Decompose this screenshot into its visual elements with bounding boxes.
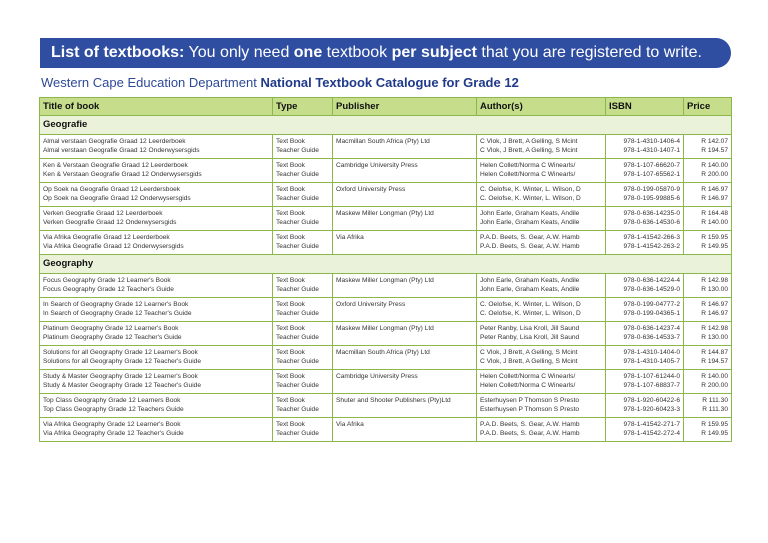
authors-cell <box>477 346 606 370</box>
isbn-cell <box>606 183 684 207</box>
isbn-cell <box>606 231 684 255</box>
authors-cell-line: Helen Collett/Norma C Winearls/ <box>480 171 576 178</box>
title-cell-line: Study & Master Geography Grade 12 Teacher's Guide <box>43 382 202 389</box>
authors-cell-line: P.A.D. Beets, S. Gear, A.W. Hamb <box>480 430 580 437</box>
isbn-cell <box>606 298 684 322</box>
title-cell-line: Verken Geografie Graad 12 Leerderboek <box>43 210 163 217</box>
type-cell-line: Text Book <box>276 186 305 193</box>
price-cell-line: R 142.98 <box>701 325 728 332</box>
type-cell <box>273 159 333 183</box>
publisher-cell <box>333 135 477 159</box>
authors-cell <box>477 207 606 231</box>
type-cell-line: Teacher Guide <box>276 382 319 389</box>
banner-text-3: that you are registered to write. <box>476 44 702 61</box>
type-cell-line: Teacher Guide <box>276 243 319 250</box>
header-authors: Author(s) <box>477 98 606 116</box>
authors-cell-line: Esterhuysen P Thomson S Presto <box>480 406 580 413</box>
title-cell-line: Via Afrika Geography Grade 12 Teacher's Guide <box>43 430 184 437</box>
title-cell <box>40 183 273 207</box>
isbn-cell-line: 978-1-920-60422-6 <box>623 397 680 404</box>
isbn-cell-line: 978-1-4310-1404-0 <box>623 349 680 356</box>
isbn-cell-line: 978-1-107-61244-0 <box>623 373 680 380</box>
title-cell-line: Top Class Geography Grade 12 Teachers Guide <box>43 406 184 413</box>
type-cell <box>273 370 333 394</box>
publisher-cell-line: Maskew Miller Longman (Pty) Ltd <box>336 325 434 332</box>
type-cell-line: Teacher Guide <box>276 195 319 202</box>
title-cell-line: Platinum Geography Grade 12 Teacher's Guide <box>43 334 182 341</box>
authors-cell-line: C Vlok, J Brett, A Gelling, S Mcint <box>480 349 578 356</box>
type-cell-line: Teacher Guide <box>276 406 319 413</box>
isbn-cell-line: 978-0-199-04365-1 <box>623 310 680 317</box>
authors-cell-line: P.A.D. Beets, S. Gear, A.W. Hamb <box>480 421 580 428</box>
authors-cell <box>477 183 606 207</box>
price-cell-line: R 146.97 <box>701 186 728 193</box>
authors-cell-line: John Earle, Graham Keats, Andile <box>480 277 580 284</box>
price-cell <box>684 207 732 231</box>
publisher-cell-line: Macmillan South Africa (Pty) Ltd <box>336 138 430 145</box>
authors-cell <box>477 370 606 394</box>
section-heading: Geografie <box>40 116 732 135</box>
table-row <box>40 394 732 418</box>
table-row <box>40 298 732 322</box>
price-cell-line: R 149.95 <box>701 243 728 250</box>
textbook-table <box>39 97 732 442</box>
section-row <box>40 255 732 274</box>
table-row <box>40 274 732 298</box>
isbn-cell-line: 978-1-920-60423-3 <box>623 406 680 413</box>
type-cell-line: Teacher Guide <box>276 171 319 178</box>
isbn-cell-line: 978-1-107-65562-1 <box>623 171 680 178</box>
publisher-cell <box>333 231 477 255</box>
authors-cell-line: C. Oelofse, K. Winter, L. Wilson, D <box>480 195 581 202</box>
authors-cell <box>477 322 606 346</box>
price-cell-line: R 149.95 <box>701 430 728 437</box>
price-cell <box>684 370 732 394</box>
title-cell-line: Op Soek na Geografie Graad 12 Leerdersboek <box>43 186 181 193</box>
isbn-cell-line: 978-1-4310-1406-4 <box>623 138 680 145</box>
authors-cell-line: Peter Ranby, Lisa Kroll, Jill Saund <box>480 325 580 332</box>
title-cell <box>40 322 273 346</box>
type-cell-line: Teacher Guide <box>276 219 319 226</box>
isbn-cell-line: 978-0-636-14530-6 <box>623 219 680 226</box>
isbn-cell-line: 978-0-636-14237-4 <box>623 325 680 332</box>
table-row <box>40 231 732 255</box>
authors-cell-line: Peter Ranby, Lisa Kroll, Jill Saund <box>480 334 580 341</box>
type-cell-line: Teacher Guide <box>276 286 319 293</box>
type-cell-line: Teacher Guide <box>276 430 319 437</box>
header-type: Type <box>273 98 333 116</box>
authors-cell <box>477 298 606 322</box>
title-cell-line: Ken & Verstaan Geografie Graad 12 Onderwysersgids <box>43 171 202 178</box>
price-cell <box>684 135 732 159</box>
banner-text-2: textbook <box>322 44 392 61</box>
authors-cell-line: Esterhuysen P Thomson S Presto <box>480 397 580 404</box>
type-cell <box>273 231 333 255</box>
isbn-cell-line: 978-1-4310-1405-7 <box>623 358 680 365</box>
price-cell <box>684 418 732 442</box>
title-cell-line: Study & Master Geography Grade 12 Learner's Book <box>43 373 198 380</box>
title-cell-line: Platinum Geography Grade 12 Learner's Book <box>43 325 179 332</box>
price-cell-line: R 111.30 <box>702 397 728 404</box>
price-cell-line: R 140.00 <box>701 219 728 226</box>
authors-cell <box>477 135 606 159</box>
title-cell-line: Focus Geography Grade 12 Learner's Book <box>43 277 171 284</box>
isbn-cell-line: 978-1-107-68837-7 <box>623 382 680 389</box>
table-row <box>40 346 732 370</box>
banner-emphasis-subject: per subject <box>391 44 477 61</box>
type-cell-line: Teacher Guide <box>276 358 319 365</box>
authors-cell <box>477 159 606 183</box>
title-cell <box>40 231 273 255</box>
authors-cell-line: C Vlok, J Brett, A Gelling, S Mcint <box>480 358 578 365</box>
authors-cell-line: John Earle, Graham Keats, Andile <box>480 219 580 226</box>
title-cell <box>40 274 273 298</box>
price-cell-line: R 144.87 <box>701 349 728 356</box>
isbn-cell <box>606 346 684 370</box>
title-cell <box>40 370 273 394</box>
title-cell-line: Verken Geografie Graad 12 Onderwysersgids <box>43 219 177 226</box>
authors-cell-line: C. Oelofse, K. Winter, L. Wilson, D <box>480 310 581 317</box>
isbn-cell-line: 978-1-41542-266-3 <box>623 234 680 241</box>
publisher-cell-line: Maskew Miller Longman (Pty) Ltd <box>336 210 434 217</box>
type-cell-line: Teacher Guide <box>276 334 319 341</box>
title-cell-line: Via Afrika Geography Grade 12 Learner's Book <box>43 421 181 428</box>
authors-cell-line: P.A.D. Beets, S. Gear, A.W. Hamb <box>480 243 580 250</box>
type-cell-line: Text Book <box>276 421 305 428</box>
price-cell-line: R 194.57 <box>701 147 728 154</box>
table-row <box>40 322 732 346</box>
subtitle-department: Western Cape Education Department <box>41 75 261 90</box>
authors-cell <box>477 394 606 418</box>
price-cell-line: R 140.00 <box>701 162 728 169</box>
authors-cell-line: C. Oelofse, K. Winter, L. Wilson, D <box>480 301 581 308</box>
banner-lead: List of textbooks: <box>51 44 185 61</box>
price-cell <box>684 298 732 322</box>
title-cell-line: Almal verstaan Geografie Graad 12 Onderwysersgids <box>43 147 200 154</box>
publisher-cell-line: Oxford University Press <box>336 301 406 308</box>
publisher-cell <box>333 346 477 370</box>
price-cell-line: R 159.95 <box>701 421 728 428</box>
banner-text-1: You only need <box>184 44 294 61</box>
type-cell-line: Text Book <box>276 349 305 356</box>
publisher-cell-line: Cambridge University Press <box>336 373 418 380</box>
header-isbn: ISBN <box>606 98 684 116</box>
table-row <box>40 418 732 442</box>
publisher-cell <box>333 274 477 298</box>
type-cell <box>273 135 333 159</box>
type-cell <box>273 183 333 207</box>
header-price: Price <box>684 98 732 116</box>
publisher-cell <box>333 207 477 231</box>
type-cell <box>273 298 333 322</box>
table-body <box>40 116 732 442</box>
isbn-cell-line: 978-1-41542-272-4 <box>623 430 680 437</box>
price-cell-line: R 164.48 <box>701 210 728 217</box>
type-cell-line: Teacher Guide <box>276 147 319 154</box>
price-cell-line: R 200.00 <box>701 171 728 178</box>
publisher-cell-line: Via Afrika <box>336 234 364 241</box>
publisher-cell-line: Via Afrika <box>336 421 364 428</box>
type-cell <box>273 322 333 346</box>
isbn-cell <box>606 207 684 231</box>
title-cell <box>40 207 273 231</box>
type-cell <box>273 346 333 370</box>
isbn-cell-line: 978-1-107-66620-7 <box>623 162 680 169</box>
publisher-cell <box>333 418 477 442</box>
type-cell <box>273 274 333 298</box>
title-cell-line: In Search of Geography Grade 12 Learner's Book <box>43 301 189 308</box>
title-cell-line: Op Soek na Geografie Graad 12 Onderwysersgids <box>43 195 191 202</box>
title-cell-line: Solutions for all Geography Grade 12 Learner's Book <box>43 349 198 356</box>
price-cell-line: R 159.95 <box>701 234 728 241</box>
authors-cell <box>477 231 606 255</box>
title-cell-line: Via Afrika Geografie Graad 12 Leerderboek <box>43 234 170 241</box>
price-cell-line: R 142.98 <box>701 277 728 284</box>
table-row <box>40 135 732 159</box>
price-cell-line: R 146.97 <box>701 310 728 317</box>
page-banner <box>40 38 731 68</box>
header-publisher: Publisher <box>333 98 477 116</box>
isbn-cell <box>606 159 684 183</box>
title-cell <box>40 394 273 418</box>
table-row <box>40 207 732 231</box>
table-row <box>40 370 732 394</box>
isbn-cell-line: 978-1-41542-263-2 <box>623 243 680 250</box>
title-cell-line: Solutions for all Geography Grade 12 Teacher's Guide <box>43 358 202 365</box>
isbn-cell-line: 978-0-636-14235-0 <box>623 210 680 217</box>
price-cell-line: R 146.97 <box>701 301 728 308</box>
authors-cell-line: P.A.D. Beets, S. Gear, A.W. Hamb <box>480 234 580 241</box>
isbn-cell-line: 978-0-636-14529-0 <box>623 286 680 293</box>
title-cell <box>40 346 273 370</box>
title-cell-line: Via Afrika Geografie Graad 12 Onderwysersgids <box>43 243 184 250</box>
publisher-cell-line: Maskew Miller Longman (Pty) Ltd <box>336 277 434 284</box>
table-row <box>40 159 732 183</box>
title-cell-line: Almal verstaan Geografie Graad 12 Leerderboek <box>43 138 186 145</box>
publisher-cell-line: Oxford University Press <box>336 186 406 193</box>
publisher-cell <box>333 322 477 346</box>
title-cell <box>40 135 273 159</box>
price-cell-line: R 130.00 <box>701 334 728 341</box>
type-cell-line: Text Book <box>276 373 305 380</box>
price-cell <box>684 322 732 346</box>
isbn-cell <box>606 274 684 298</box>
isbn-cell-line: 978-0-636-14224-4 <box>623 277 680 284</box>
publisher-cell-line: Macmillan South Africa (Pty) Ltd <box>336 349 430 356</box>
title-cell-line: In Search of Geography Grade 12 Teacher's Guide <box>43 310 192 317</box>
header-title: Title of book <box>40 98 273 116</box>
type-cell-line: Text Book <box>276 397 305 404</box>
isbn-cell-line: 978-0-195-99885-6 <box>623 195 680 202</box>
type-cell <box>273 207 333 231</box>
price-cell <box>684 159 732 183</box>
section-row <box>40 116 732 135</box>
title-cell-line: Focus Geography Grade 12 Teacher's Guide <box>43 286 174 293</box>
isbn-cell <box>606 322 684 346</box>
type-cell-line: Text Book <box>276 301 305 308</box>
type-cell-line: Text Book <box>276 277 305 284</box>
isbn-cell-line: 978-0-199-04777-2 <box>623 301 680 308</box>
type-cell-line: Text Book <box>276 325 305 332</box>
section-heading: Geography <box>40 255 732 274</box>
price-cell <box>684 183 732 207</box>
authors-cell-line: C Vlok, J Brett, A Gelling, S Mcint <box>480 138 578 145</box>
price-cell-line: R 146.97 <box>701 195 728 202</box>
authors-cell-line: John Earle, Graham Keats, Andile <box>480 210 580 217</box>
isbn-cell <box>606 370 684 394</box>
price-cell-line: R 130.00 <box>701 286 728 293</box>
publisher-cell <box>333 370 477 394</box>
authors-cell-line: John Earle, Graham Keats, Andile <box>480 286 580 293</box>
banner-emphasis-one: one <box>293 44 323 61</box>
authors-cell-line: C. Oelofse, K. Winter, L. Wilson, D <box>480 186 581 193</box>
title-cell-line: Top Class Geography Grade 12 Learners Book <box>43 397 181 404</box>
publisher-cell <box>333 183 477 207</box>
isbn-cell <box>606 135 684 159</box>
subtitle-catalogue: National Textbook Catalogue for Grade 12 <box>260 75 519 90</box>
type-cell-line: Text Book <box>276 162 305 169</box>
authors-cell-line: Helen Collett/Norma C Winearls/ <box>480 162 576 169</box>
publisher-cell-line: Shuter and Shooter Publishers (Pty)Ltd <box>336 397 451 404</box>
type-cell <box>273 418 333 442</box>
publisher-cell <box>333 159 477 183</box>
authors-cell-line: Helen Collett/Norma C Winearls/ <box>480 373 576 380</box>
publisher-cell <box>333 298 477 322</box>
isbn-cell <box>606 418 684 442</box>
price-cell-line: R 142.07 <box>701 138 728 145</box>
authors-cell-line: Helen Collett/Norma C Winearls/ <box>480 382 576 389</box>
type-cell <box>273 394 333 418</box>
publisher-cell <box>333 394 477 418</box>
page-subtitle <box>41 75 519 90</box>
title-cell <box>40 418 273 442</box>
type-cell-line: Text Book <box>276 138 305 145</box>
publisher-cell-line: Cambridge University Press <box>336 162 418 169</box>
type-cell-line: Text Book <box>276 234 305 241</box>
price-cell <box>684 274 732 298</box>
price-cell <box>684 394 732 418</box>
isbn-cell-line: 978-0-199-05870-9 <box>623 186 680 193</box>
table-header-row <box>40 98 732 116</box>
authors-cell <box>477 274 606 298</box>
isbn-cell-line: 978-0-636-14533-7 <box>623 334 680 341</box>
table-row <box>40 183 732 207</box>
title-cell-line: Ken & Verstaan Geografie Graad 12 Leerderboek <box>43 162 188 169</box>
type-cell-line: Teacher Guide <box>276 310 319 317</box>
title-cell <box>40 298 273 322</box>
isbn-cell-line: 978-1-41542-271-7 <box>623 421 680 428</box>
price-cell <box>684 346 732 370</box>
price-cell-line: R 140.00 <box>701 373 728 380</box>
isbn-cell-line: 978-1-4310-1407-1 <box>623 147 680 154</box>
title-cell <box>40 159 273 183</box>
price-cell-line: R 194.57 <box>701 358 728 365</box>
authors-cell-line: C Vlok, J Brett, A Gelling, S Mcint <box>480 147 578 154</box>
isbn-cell <box>606 394 684 418</box>
authors-cell <box>477 418 606 442</box>
price-cell <box>684 231 732 255</box>
price-cell-line: R 111.30 <box>702 406 728 413</box>
price-cell-line: R 200.00 <box>701 382 728 389</box>
type-cell-line: Text Book <box>276 210 305 217</box>
